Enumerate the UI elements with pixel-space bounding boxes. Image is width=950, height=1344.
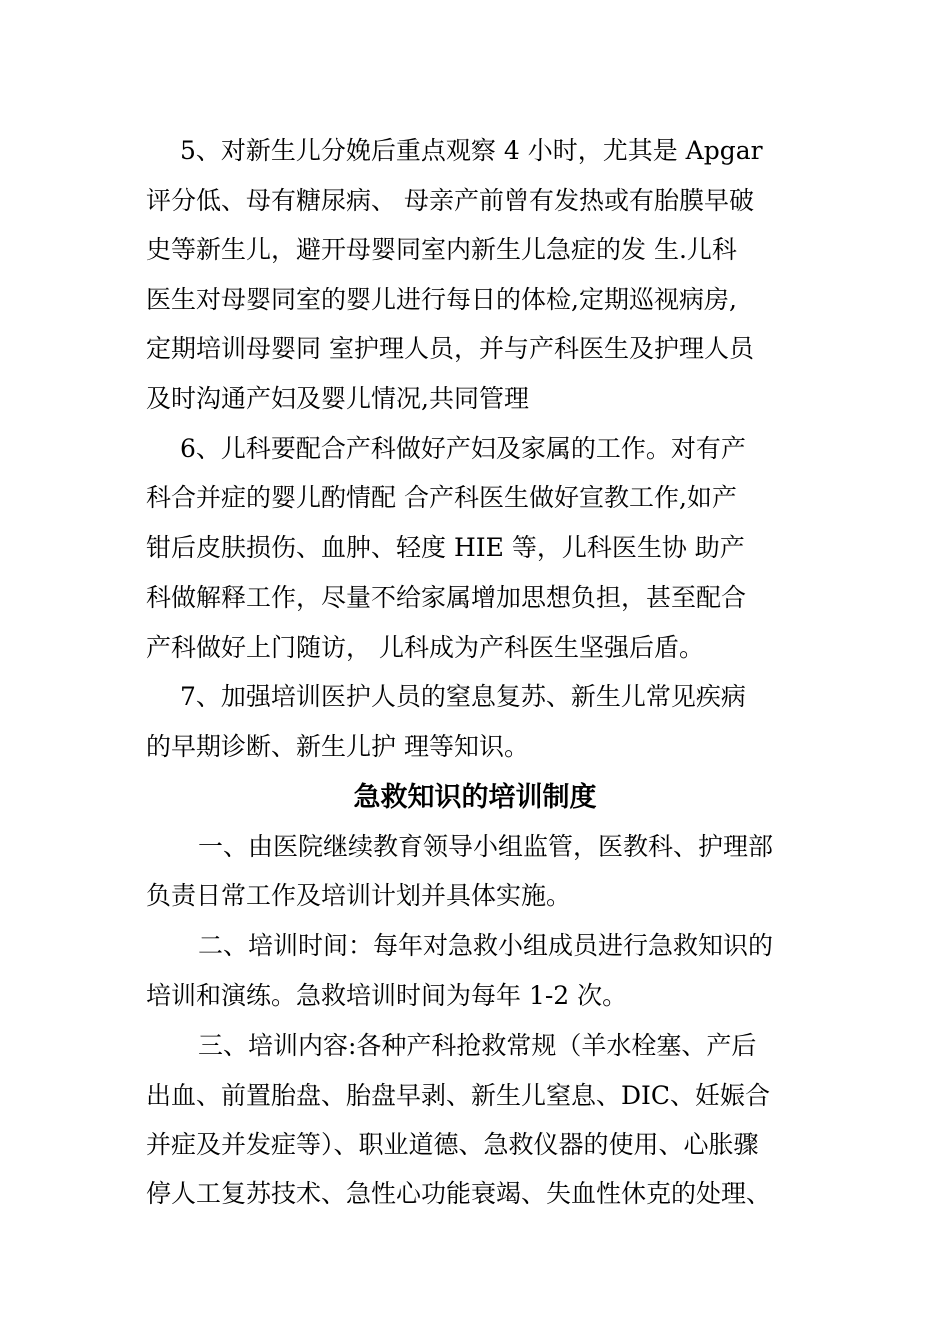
text-line: 一、由医院继续教育领导小组监管，医教科、护理部 <box>198 832 774 861</box>
text-line: 停人工复苏技术、急性心功能衰竭、失血性休克的处理、 <box>146 1179 772 1208</box>
text-line: 三、培训内容:各种产科抢救常规（羊水栓塞、产后 <box>198 1031 757 1060</box>
text-line: 钳后皮肤损伤、血肿、轻度 HIE 等，儿科医生协 助产 <box>146 533 745 562</box>
text-line: 培训和演练。急救培训时间为每年 1-2 次。 <box>146 981 628 1010</box>
text-line: 科合并症的婴儿酌情配 合产科医生做好宣教工作,如产 <box>146 483 737 512</box>
text-line: 7、加强培训医护人员的窒息复苏、新生儿常见疾病 <box>180 682 746 711</box>
text-line: 出血、前置胎盘、胎盘早剥、新生儿窒息、DIC、妊娠合 <box>146 1081 771 1110</box>
text-line: 5、对新生儿分娩后重点观察 4 小时，尤其是 Apgar <box>180 136 763 165</box>
text-line: 的早期诊断、新生儿护 理等知识。 <box>146 732 529 761</box>
text-line: 评分低、母有糖尿病、 母亲产前曾有发热或有胎膜早破 <box>146 186 754 215</box>
text-line: 及时沟通产妇及婴儿情况,共同管理 <box>146 384 529 413</box>
text-line: 史等新生儿，避开母婴同室内新生儿急症的发 生.儿科 <box>146 235 737 264</box>
text-line: 科做解释工作，尽量不给家属增加思想负担，甚至配合 <box>146 583 747 612</box>
text-line: 医生对母婴同室的婴儿进行每日的体检,定期巡视病房, <box>146 285 737 314</box>
text-line: 定期培训母婴同 室护理人员，并与产科医生及护理人员 <box>146 334 754 363</box>
section-title: 急救知识的培训制度 <box>353 782 597 813</box>
text-line: 并症及并发症等）、职业道德、急救仪器的使用、心胀骤 <box>146 1130 759 1159</box>
text-line: 6、儿科要配合产科做好产妇及家属的工作。对有产 <box>180 434 746 463</box>
text-line: 产科做好上门随访， 儿科成为产科医生坚强后盾。 <box>146 633 704 662</box>
text-line: 二、培训时间：每年对急救小组成员进行急救知识的 <box>198 931 774 960</box>
text-line: 负责日常工作及培训计划并具体实施。 <box>146 881 572 910</box>
